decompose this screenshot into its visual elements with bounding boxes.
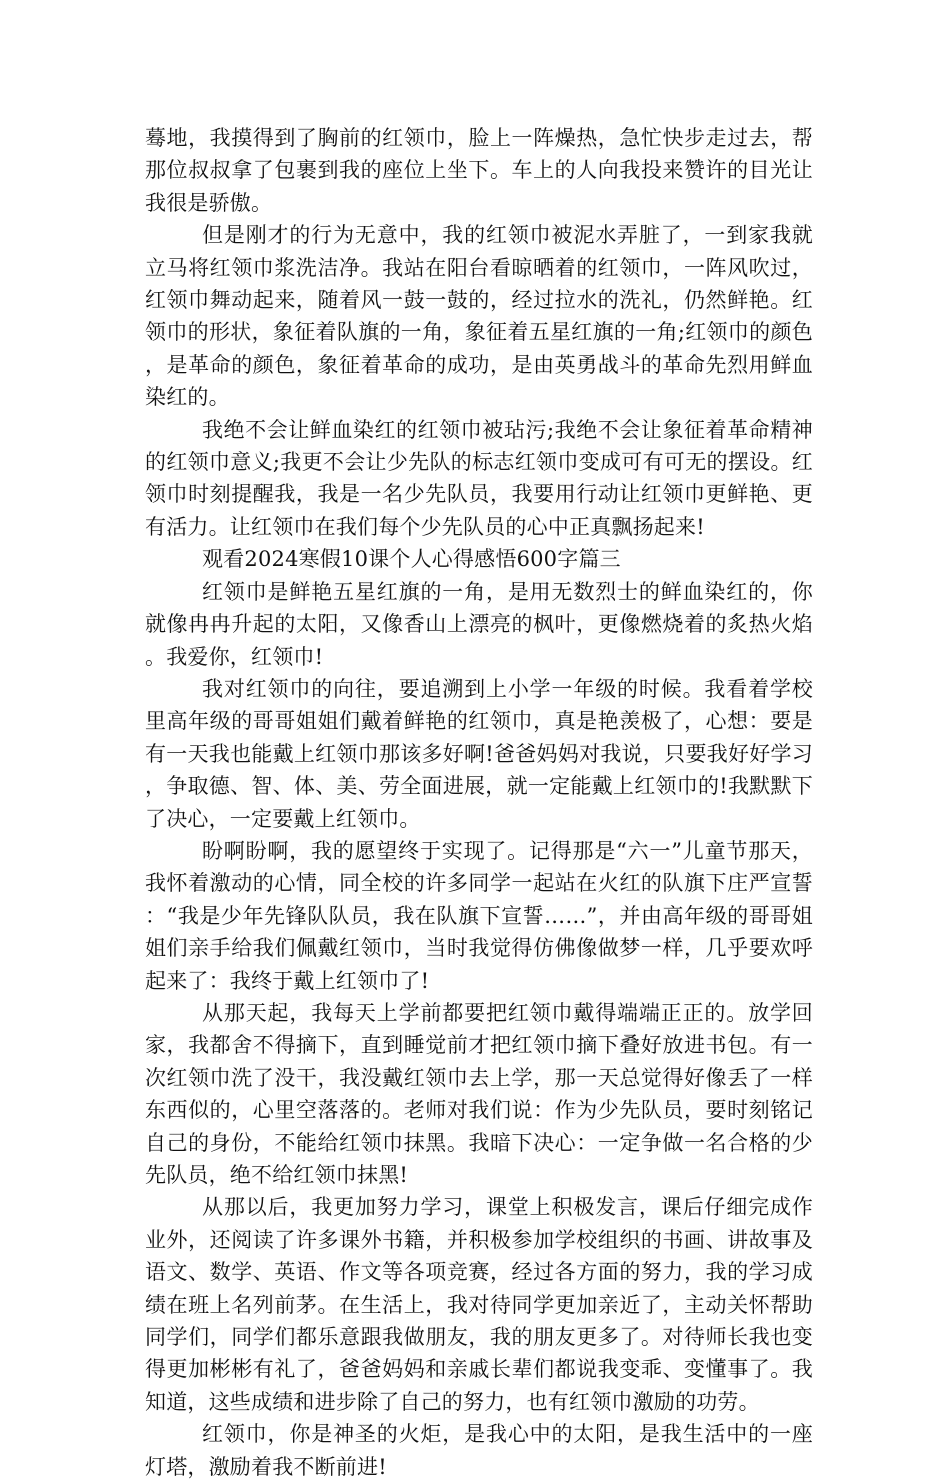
- paragraph-8: 从那以后，我更加努力学习，课堂上积极发言，课后仔细完成作业外，还阅读了许多课外书籍，并积极参加学校组织的书画、讲故事及语文、数学、英语、作文等各项竞赛，经过各方面的努力，我的学习成绩在班上名列前茅。在生活上，我对待同学更加亲近了，主动关怀帮助同学们，同学们都乐意跟我做朋友，我的朋友更多了。对待师长我也变得更加彬彬有礼了，爸爸妈妈和亲戚长辈们都说我变乖、变懂事了。我知道，这些成绩和进步除了自己的努力，也有红领巾激励的功劳。: [145, 1195, 813, 1414]
- paragraph-6: 盼啊盼啊，我的愿望终于实现了。记得那是“六一”儿童节那天，我怀着激动的心情，同全校的许多同学一起站在火红的队旗下庄严宣誓：“我是少年先锋队队员，我在队旗下宣誓……”，并由高年级的哥哥姐姐们亲手给我们佩戴红领巾，当时我觉得仿佛像做梦一样，几乎要欢呼起来了：我终于戴上红领巾了!: [145, 838, 813, 993]
- paragraph-1: 蓦地，我摸得到了胸前的红领巾，脸上一阵燥热，急忙快步走过去，帮那位叔叔拿了包裹到我的座位上坐下。车上的人向我投来赞许的目光让我很是骄傲。: [145, 126, 813, 215]
- section-heading: 观看2024寒假10课个人心得感悟600字篇三: [202, 547, 621, 572]
- paragraph-7: 从那天起，我每天上学前都要把红领巾戴得端端正正的。放学回家，我都舍不得摘下，直到睡觉前才把红领巾摘下叠好放进书包。有一次红领巾洗了没干，我没戴红领巾去上学，那一天总觉得好像丢了一样东西似的，心里空落落的。老师对我们说：作为少先队员，要时刻铭记自己的身份，不能给红领巾抹黑。我暗下决心：一定争做一名合格的少先队员，绝不给红领巾抹黑!: [145, 1000, 813, 1187]
- paragraph-3: 我绝不会让鲜血染红的红领巾被玷污;我绝不会让象征着革命精神的红领巾意义;我更不会让少先队的标志红领巾变成可有可无的摆设。红领巾时刻提醒我，我是一名少先队员，我要用行动让红领巾更鲜艳、更有活力。让红领巾在我们每个少先队员的心中正真飘扬起来!: [145, 417, 813, 539]
- paragraph-9: 红领巾，你是神圣的火炬，是我心中的太阳，是我生活中的一座灯塔，激励着我不断前进!: [145, 1422, 813, 1479]
- paragraph-4: 红领巾是鲜艳五星红旗的一角，是用无数烈士的鲜血染红的，你就像冉冉升起的太阳，又像香山上漂亮的枫叶，更像燃烧着的炙热火焰。我爱你，红领巾!: [145, 579, 813, 669]
- paragraph-2: 但是刚才的行为无意中，我的红领巾被泥水弄脏了，一到家我就立马将红领巾浆洗洁净。我站在阳台看晾晒着的红领巾，一阵风吹过，红领巾舞动起来，随着风一鼓一鼓的，经过拉水的洗礼，仍然鲜艳。红领巾的形状，象征着队旗的一角，象征着五星红旗的一角;红领巾的颜色，是革命的颜色，象征着革命的成功，是由英勇战斗的革命先烈用鲜血染红的。: [145, 223, 813, 410]
- document-page: [145, 122, 813, 1483]
- paragraph-5: 我对红领巾的向往，要追溯到上小学一年级的时候。我看着学校里高年级的哥哥姐姐们戴着鲜艳的红领巾，真是艳羡极了，心想：要是有一天我也能戴上红领巾那该多好啊!爸爸妈妈对我说，只要我好好学习，争取德、智、体、美、劳全面进展，就一定能戴上红领巾的!我默默下了决心，一定要戴上红领巾。: [145, 676, 813, 831]
